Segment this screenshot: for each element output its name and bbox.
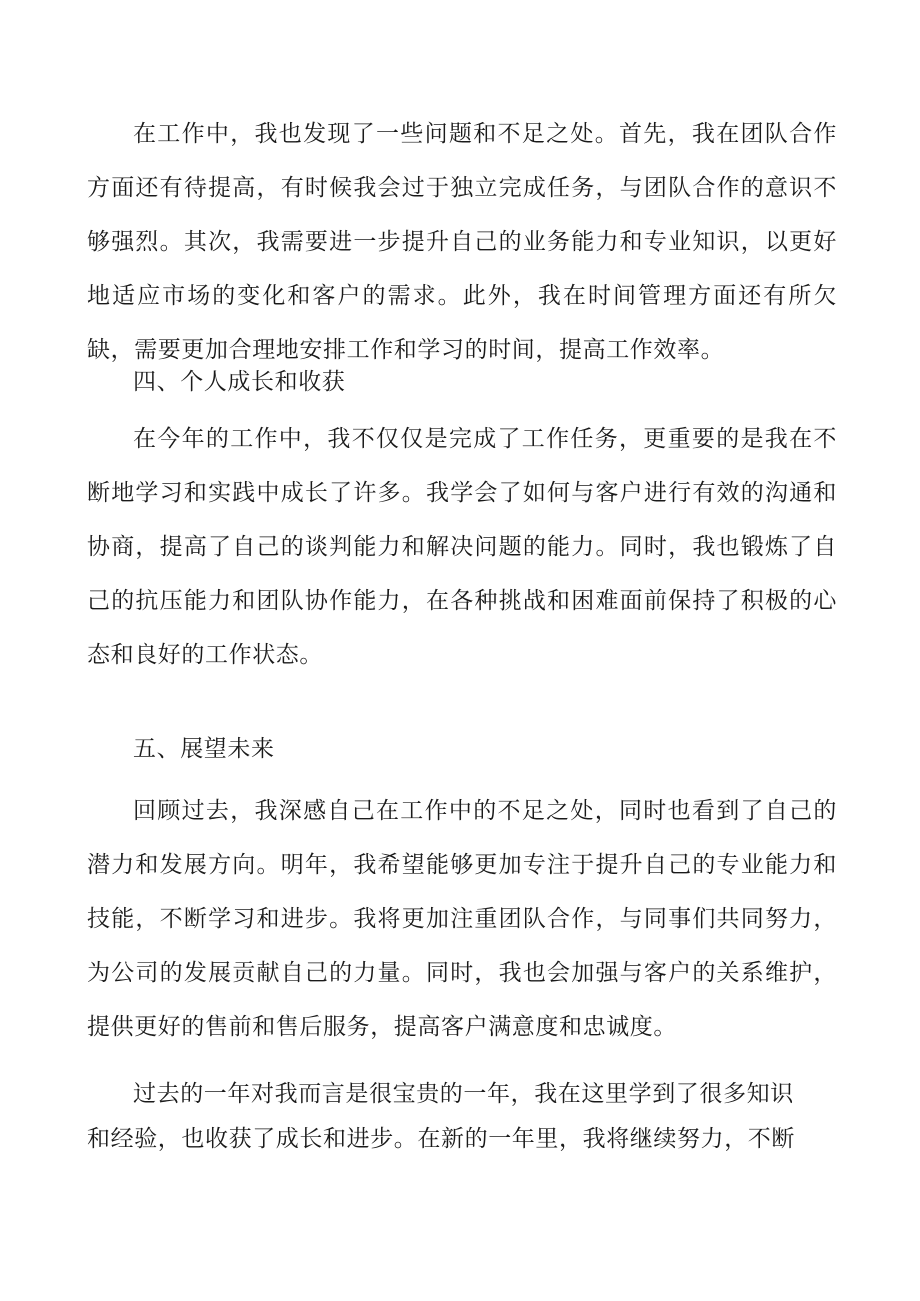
paragraph-growth: 在今年的工作中，我不仅仅是完成了工作任务，更重要的是我在不断地学习和实践中成长了许多。我学会了如何与客户进行有效的沟通和协商，提高了自己的谈判能力和解决问题的能力。同时，我也锻炼了自己的抗压能力和团队协作能力，在各种挑战和困难面前保持了积极的心态和良好的工作状态。 — [87, 426, 837, 668]
paragraph-problems: 在工作中，我也发现了一些问题和不足之处。首先，我在团队合作方面还有待提高，有时候我会过于独立完成任务，与团队合作的意识不够强烈。其次，我需要进一步提升自己的业务能力和专业知识，以更好地适应市场的变化和客户的需求。此外，我在时间管理方面还有所欠缺，需要更加合理地安排工作和学习的时间，提高工作效率。 — [87, 121, 837, 363]
section-heading-growth: 四、个人成长和收获 — [133, 369, 346, 395]
paragraph-closing-line-2: 和经验，也收获了成长和进步。在新的一年里，我将继续努力，不断 — [87, 1126, 795, 1152]
paragraph-closing-line-1: 过去的一年对我而言是很宝贵的一年，我在这里学到了很多知识 — [133, 1081, 794, 1107]
paragraph-outlook: 回顾过去，我深感自己在工作中的不足之处，同时也看到了自己的潜力和发展方向。明年，我希望能够更加专注于提升自己的专业能力和技能，不断学习和进步。我将更加注重团队合作，与同事们共同努力，为公司的发展贡献自己的力量。同时，我也会加强与客户的关系维护，提供更好的售前和售后服务，提高客户满意度和忠诚度。 — [87, 798, 837, 1040]
paragraph-closing — [87, 1072, 807, 1162]
section-heading-outlook: 五、展望未来 — [133, 736, 275, 762]
